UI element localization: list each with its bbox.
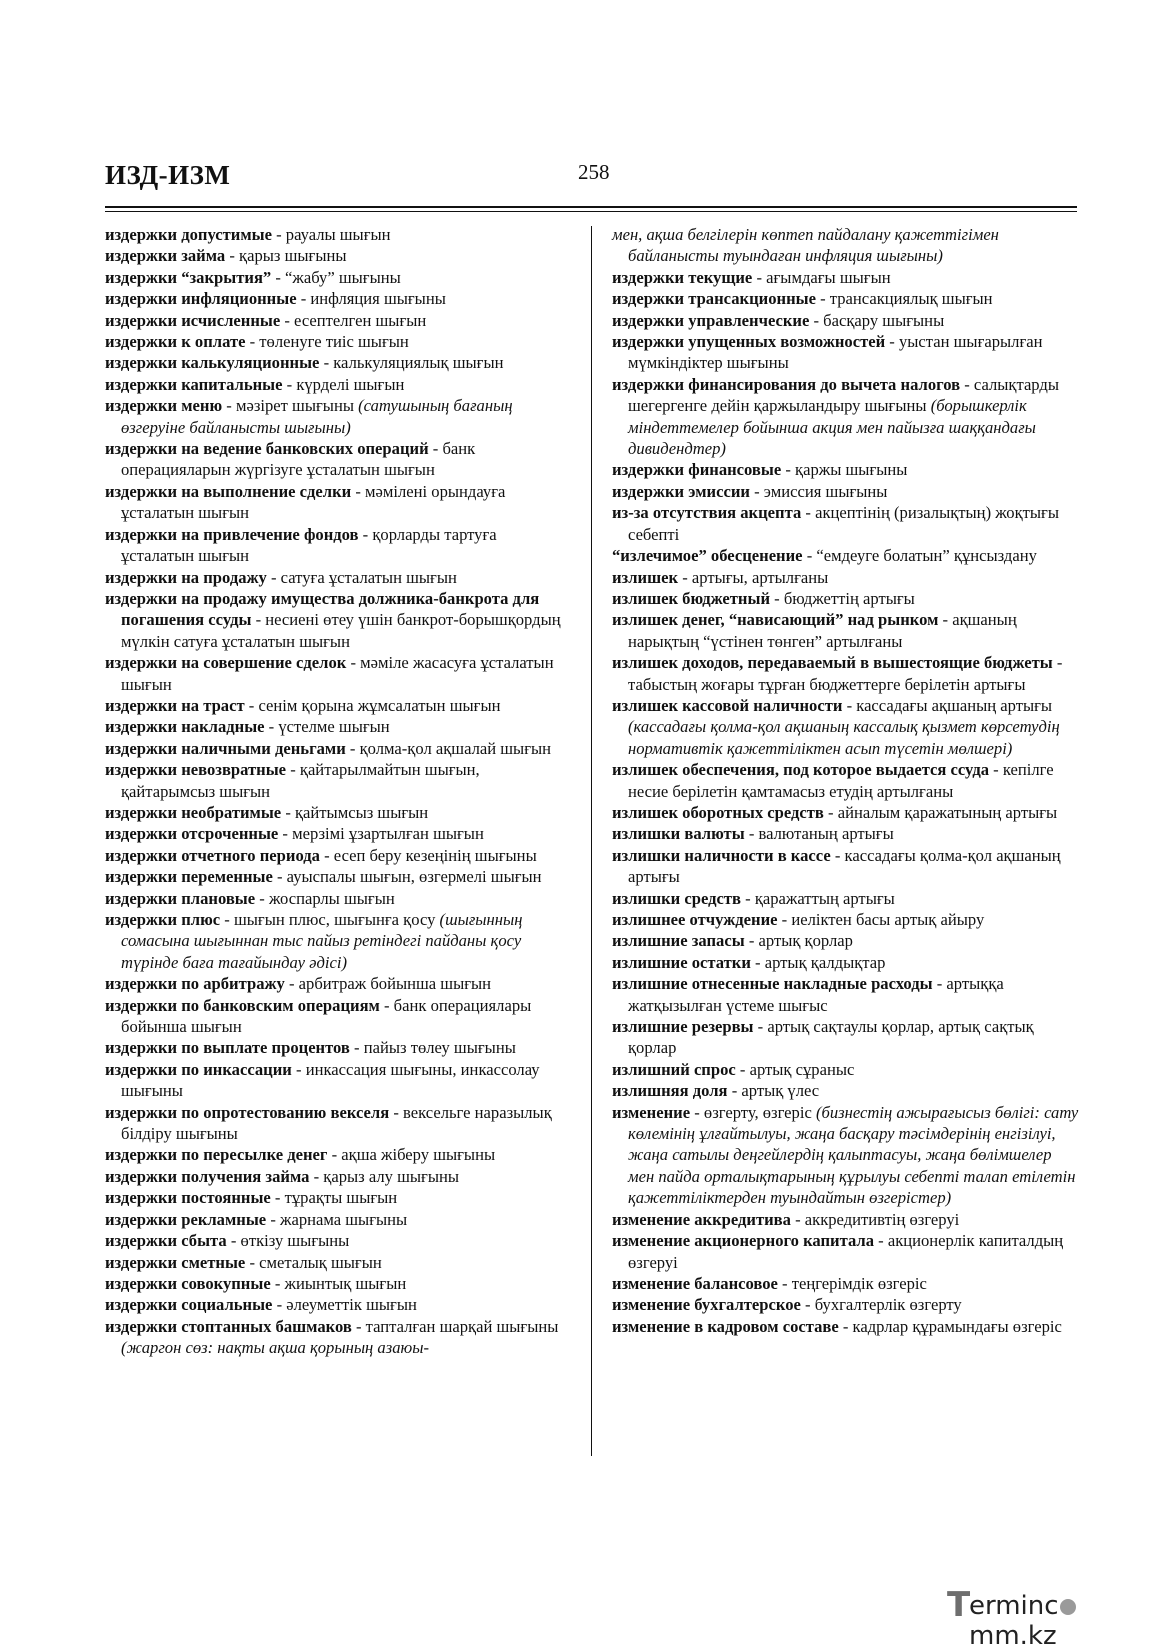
- entry-term: издержки трансакционные: [612, 289, 816, 309]
- dictionary-entry: [105, 1294, 573, 1315]
- entry-term: изменение акционерного капитала: [612, 1231, 874, 1251]
- entry-term: издержки финансовые: [612, 460, 782, 480]
- dictionary-entry: [612, 952, 1080, 973]
- entry-translation: - эмиссия шығыны: [749, 481, 888, 501]
- entry-term: изменение балансовое: [612, 1273, 778, 1293]
- entry-term: издержки наличными деньгами: [105, 738, 346, 758]
- entry-translation: - есеп беру кезеңінің шығыны: [319, 845, 537, 865]
- entry-term: издержки эмиссии: [612, 481, 750, 501]
- entry-translation: - арбитраж бойынша шығын: [284, 974, 492, 994]
- dictionary-entry: [612, 224, 1080, 267]
- entry-term: издержки инфляционные: [105, 289, 297, 309]
- dictionary-entry: [105, 245, 573, 266]
- entry-translation: - қорларды тартуға ұсталатын шығын: [121, 524, 497, 566]
- dictionary-entry: [105, 288, 573, 309]
- dictionary-entry: [612, 845, 1080, 888]
- dictionary-entry: [105, 1209, 573, 1230]
- dictionary-entry: [105, 888, 573, 909]
- entry-term: издержки социальные: [105, 1295, 273, 1315]
- entry-term: издержки финансирования до вычета налогов: [612, 374, 961, 394]
- logo-text-head: erminc: [969, 1591, 1059, 1621]
- dictionary-entry: [612, 802, 1080, 823]
- dictionary-entry: [105, 224, 573, 245]
- dictionary-entry: [105, 1144, 573, 1165]
- entry-term: издержки меню: [105, 396, 223, 416]
- entry-note: (бизнестің ажырағысыз бөлігі: сату көлемінің ұлғайтылуы, жаңа басқару тәсімдерінің енгізілуі, жаңа сатылы деңгейлердің қалыптасуы, жаңа бөлімшелер мен пайда орталықтарының құрылуы себепті талап етілетін қажеттіліктерден туындайтын өзгерістер): [628, 1102, 1079, 1208]
- entry-translation: - акцептінің (ризалықтың) жоқтығы себепті: [628, 503, 1060, 544]
- entry-term: изменение бухгалтерское: [612, 1295, 801, 1315]
- entry-term: изменение аккредитива: [612, 1209, 791, 1229]
- dictionary-entry: [612, 1016, 1080, 1059]
- entry-translation: - несиені өтеу үшін банкрот-борышқордың мүлкін сатуға ұсталатын шығын: [121, 610, 561, 651]
- entry-translation: - ауыспалы шығын, өзгермелі шығын: [272, 867, 542, 887]
- entry-translation: - ағымдағы шығын: [752, 267, 891, 287]
- termincom-logo: [947, 1585, 1147, 1651]
- entry-translation: - өткізу шығыны: [226, 1231, 350, 1251]
- dictionary-entry: [612, 1059, 1080, 1080]
- dictionary-entry: [612, 888, 1080, 909]
- entry-term: излишнее отчуждение: [612, 910, 778, 929]
- entry-term: изменение: [612, 1102, 691, 1122]
- entry-note: мен, ақша белгілерін көптеп пайдалану қажеттігімен байланысты туындаған инфляция шығыны): [612, 225, 999, 266]
- dictionary-entry: [105, 652, 573, 695]
- entry-translation: - рауалы шығын: [271, 225, 391, 244]
- entry-translation: - қайтымсыз шығын: [281, 802, 429, 822]
- dictionary-entry: [105, 823, 573, 844]
- dictionary-entry: [612, 1230, 1080, 1273]
- entry-term: издержки упущенных возможностей: [612, 332, 886, 352]
- dictionary-entry: [105, 716, 573, 737]
- dictionary-entry: [612, 1316, 1080, 1337]
- entry-term: излишек кассовой наличности: [612, 695, 843, 715]
- entry-term: из-за отсутствия акцепта: [612, 503, 802, 523]
- entry-translation: - өзгерту, өзгеріс: [690, 1102, 816, 1122]
- entry-translation: - акционерлік капиталдың өзгеруі: [628, 1231, 1064, 1272]
- entry-term: излишняя доля: [612, 1081, 728, 1101]
- dictionary-entry: [612, 331, 1080, 374]
- entry-term: издержки переменные: [105, 867, 273, 887]
- entry-term: издержки плановые: [105, 888, 256, 908]
- entry-translation: - сметалық шығын: [245, 1252, 382, 1272]
- entry-translation: - ақша жіберу шығыны: [327, 1145, 496, 1165]
- dictionary-entry: [105, 973, 573, 994]
- entry-term: издержки текущие: [612, 267, 753, 287]
- dictionary-entry: [612, 930, 1080, 951]
- dictionary-entry: [612, 459, 1080, 480]
- entry-term: издержки “закрытия”: [105, 267, 272, 287]
- entry-translation: - айналым қаражатының артығы: [823, 802, 1058, 822]
- dictionary-entry: [105, 374, 573, 395]
- entry-translation: - сенім қорына жұмсалатын шығын: [244, 695, 501, 715]
- entry-translation: - салықтарды шегергенге дейін қаржыландыру шығыны: [628, 374, 1059, 416]
- entry-term: излишки валюты: [612, 824, 745, 844]
- entry-translation: - басқару шығыны: [809, 310, 945, 330]
- dictionary-entry: [612, 609, 1080, 652]
- dictionary-entry: [105, 352, 573, 373]
- dictionary-entry: [612, 588, 1080, 609]
- header-rule-thin: [105, 211, 1077, 212]
- dictionary-entry: [612, 288, 1080, 309]
- entry-translation: - калькуляциялық шығын: [319, 353, 504, 373]
- entry-term: издержки допустимые: [105, 225, 272, 244]
- entry-translation: - артыққа жатқызылған үстеме шығыс: [628, 974, 1004, 1015]
- entry-translation: - кадрлар құрамындағы өзгеріс: [838, 1316, 1062, 1336]
- entry-term: издержки на продажу имущества должника-банкрота для погашения ссуды: [105, 588, 540, 630]
- logo-letter: T: [947, 1585, 971, 1625]
- entry-translation: - артығы, артылғаны: [678, 567, 829, 587]
- dictionary-entry: [105, 1166, 573, 1187]
- entry-term: “излечимое” обесценение: [612, 546, 803, 566]
- entry-term: излишние остатки: [612, 952, 751, 972]
- entry-note: (кассадағы қолма-қол ақшаның кассалық қызмет көрсетудің нормативтік қажеттіліктен асып түсетін мөлшері): [628, 717, 1060, 758]
- dictionary-entry: [612, 1209, 1080, 1230]
- dictionary-entry: [105, 1187, 573, 1208]
- entry-translation: - инфляция шығыны: [296, 289, 446, 309]
- dictionary-entry: [105, 1316, 573, 1359]
- entry-term: издержки постоянные: [105, 1188, 271, 1208]
- dictionary-entry: [105, 1059, 573, 1102]
- dictionary-entry: [105, 1252, 573, 1273]
- entry-translation: - мерзімі ұзартылған шығын: [278, 824, 484, 844]
- entry-term: изменение в кадровом составе: [612, 1316, 839, 1336]
- logo-text-tail: m: [969, 1621, 995, 1651]
- entry-term: излишние запасы: [612, 931, 745, 951]
- entry-term: излишек оборотных средств: [612, 802, 824, 822]
- dictionary-entry: [105, 759, 573, 802]
- entry-translation: - қарыз алу шығыны: [309, 1166, 459, 1186]
- logo-text-part2: m.kz: [994, 1621, 1057, 1651]
- entry-note: (жаргон сөз: нақты ақша қорының азаюы-: [121, 1338, 429, 1358]
- entry-translation: - тапталған шарқай шығыны: [351, 1316, 559, 1336]
- entry-translation: - бухгалтерлік өзгерту: [800, 1295, 962, 1315]
- entry-translation: - “жабу” шығыны: [271, 267, 401, 287]
- entry-translation: - артық қалдықтар: [750, 952, 886, 972]
- entry-translation: - шығын плюс, шығынға қосу: [220, 910, 440, 929]
- dictionary-entry: [105, 995, 573, 1038]
- entry-translation: - артық қорлар: [744, 931, 853, 951]
- entry-term: издержки отсроченные: [105, 824, 279, 844]
- dictionary-entry: [612, 502, 1080, 545]
- dictionary-entry: [105, 310, 573, 331]
- entry-term: издержки стоптанных башмаков: [105, 1316, 352, 1336]
- entry-term: издержки капитальные: [105, 374, 283, 394]
- dictionary-entry: [105, 845, 573, 866]
- entry-translation: - артық үлес: [727, 1081, 820, 1101]
- entry-translation: - әлеуметтік шығын: [272, 1295, 417, 1315]
- entry-term: издержки по выплате процентов: [105, 1038, 350, 1058]
- dictionary-entry: [612, 1294, 1080, 1315]
- dictionary-entry: [105, 1037, 573, 1058]
- dictionary-entry: [105, 567, 573, 588]
- dictionary-entry: [612, 973, 1080, 1016]
- entry-translation: - уыстан шығарылған мүмкіндіктер шығыны: [628, 332, 1043, 373]
- entry-term: издержки сбыта: [105, 1231, 227, 1251]
- dictionary-entry: [612, 374, 1080, 460]
- dictionary-entry: [105, 1102, 573, 1145]
- dictionary-entry: [612, 823, 1080, 844]
- dictionary-entry: [612, 310, 1080, 331]
- dictionary-entry: [105, 866, 573, 887]
- dictionary-entry: [105, 588, 573, 652]
- entry-translation: - валютаның артығы: [744, 824, 894, 844]
- entry-term: издержки по инкассации: [105, 1059, 292, 1079]
- entry-translation: - “емдеуге болатын” құнсыздану: [802, 546, 1037, 566]
- entry-term: издержки управленческие: [612, 310, 810, 330]
- entry-translation: - банк операцияларын жүргізуге ұсталатын шығын: [121, 439, 476, 480]
- entry-term: издержки по опротестованию векселя: [105, 1102, 390, 1122]
- entry-translation: - жарнама шығыны: [266, 1209, 408, 1229]
- entry-term: издержки получения займа: [105, 1166, 310, 1186]
- entry-term: издержки на траст: [105, 695, 245, 715]
- entry-term: излишек бюджетный: [612, 588, 771, 608]
- dictionary-entry: [612, 909, 1080, 930]
- dictionary-entry: [612, 1080, 1080, 1101]
- entry-term: издержки к оплате: [105, 332, 246, 352]
- dictionary-entry: [612, 759, 1080, 802]
- entry-term: издержки на привлечение фондов: [105, 524, 359, 544]
- dictionary-entry: [105, 738, 573, 759]
- entry-term: издержки займа: [105, 246, 226, 266]
- entry-translation: - иеліктен басы артық айыру: [777, 910, 985, 929]
- entry-note: (шығынның сомасына шығыннан тыс пайыз ретіндегі пайданы қосу түрінде баға тағайындау әдісі): [121, 910, 523, 972]
- entry-term: излишек: [612, 567, 679, 587]
- entry-translation: - бюджеттің артығы: [770, 588, 915, 608]
- entry-term: издержки на совершение сделок: [105, 653, 347, 673]
- entry-term: издержки отчетного периода: [105, 845, 320, 865]
- entry-note: (сатушының бағаның өзгеруіне байланысты шығыны): [121, 396, 513, 437]
- page-header-title: ИЗД-ИЗМ: [105, 160, 231, 190]
- entry-translation: - вексельге наразылық білдіру шығыны: [121, 1102, 552, 1144]
- logo-dot-icon: [1060, 1599, 1076, 1615]
- entry-translation: - мәмілені орындауға ұсталатын шығын: [121, 481, 506, 523]
- dictionary-entry: [612, 545, 1080, 566]
- entry-translation: - артық сұраныс: [735, 1059, 855, 1079]
- dictionary-entry: [105, 267, 573, 288]
- dictionary-entry: [105, 802, 573, 823]
- entry-translation: - жоспарлы шығын: [255, 888, 395, 908]
- entry-term: издержки невозвратные: [105, 760, 287, 780]
- entry-term: излишки наличности в кассе: [612, 845, 831, 865]
- dictionary-entry: [105, 1230, 573, 1251]
- entry-translation: - трансакциялық шығын: [815, 289, 993, 309]
- entry-translation: - инкассация шығыны, инкассолау шығыны: [121, 1059, 540, 1101]
- page-number: 258: [578, 160, 610, 184]
- entry-term: издержки на продажу: [105, 567, 267, 587]
- dictionary-entry: [612, 1102, 1080, 1209]
- entry-translation: - есептелген шығын: [280, 310, 427, 330]
- dictionary-entry: [105, 909, 573, 973]
- entry-term: излишние отнесенные накладные расходы: [612, 974, 933, 994]
- entry-term: излишек доходов, передаваемый в вышестоящие бюджеты: [612, 653, 1053, 673]
- entry-translation: - теңгерімдік өзгеріс: [777, 1273, 927, 1293]
- dictionary-entry: [105, 438, 573, 481]
- entry-term: излишки средств: [612, 888, 741, 908]
- entry-term: излишек обеспечения, под которое выдается ссуда: [612, 760, 990, 780]
- entry-term: издержки плюс: [105, 910, 221, 929]
- entry-term: издержки совокупные: [105, 1273, 271, 1293]
- entry-translation: - табыстың жоғары тұрған бюджеттерге берілетін артығы: [628, 653, 1063, 694]
- entry-term: издержки по арбитражу: [105, 974, 285, 994]
- entry-translation: - төленуге тиіс шығын: [245, 332, 409, 352]
- entry-translation: - қарыз шығыны: [225, 246, 347, 266]
- entry-term: издержки по пересылке денег: [105, 1145, 328, 1165]
- column-divider: [591, 226, 592, 1456]
- entry-translation: - мәзірет шығыны: [222, 396, 359, 416]
- entry-term: издержки рекламные: [105, 1209, 267, 1229]
- dictionary-entry: [612, 1273, 1080, 1294]
- entry-term: издержки сметные: [105, 1252, 246, 1272]
- dictionary-entry: [105, 395, 573, 438]
- dictionary-entry: [105, 695, 573, 716]
- dictionary-entry: [612, 481, 1080, 502]
- dictionary-entry: [612, 567, 1080, 588]
- entry-translation: - аккредитивтің өзгеруі: [790, 1209, 960, 1229]
- entry-term: издержки необратимые: [105, 802, 282, 822]
- entry-translation: - тұрақты шығын: [270, 1188, 398, 1208]
- entry-translation: - пайыз төлеу шығыны: [349, 1038, 516, 1058]
- entry-translation: - сатуға ұсталатын шығын: [266, 567, 457, 587]
- entry-term: излишек денег, “нависающий” над рынком: [612, 610, 939, 630]
- dictionary-entry: [105, 524, 573, 567]
- entry-translation: - қайтарылмайтын шығын, қайтарымсыз шығын: [121, 760, 480, 801]
- entry-translation: - жиынтық шығын: [270, 1273, 407, 1293]
- entry-term: издержки на ведение банковских операций: [105, 439, 429, 459]
- entry-note: (борышкерлік міндеттемелер бойынша акция мен пайызға шаққандағы дивидендтер): [628, 396, 1036, 459]
- right-column: [612, 224, 1080, 1337]
- entry-translation: - ақшаның нарықтың “үстінен төнген” артылғаны: [628, 610, 1017, 651]
- entry-term: издержки по банковским операциям: [105, 995, 380, 1015]
- entry-translation: - қаражаттың артығы: [741, 888, 895, 908]
- left-column: [105, 224, 573, 1359]
- dictionary-entry: [612, 695, 1080, 759]
- entry-translation: - қолма-қол ақшалай шығын: [345, 738, 552, 758]
- dictionary-entry: [612, 267, 1080, 288]
- entry-term: издержки калькуляционные: [105, 353, 320, 373]
- entry-translation: - артық сақтаулы қорлар, артық сақтық қорлар: [628, 1017, 1034, 1058]
- entry-term: излишние резервы: [612, 1017, 754, 1037]
- entry-translation: - кассадағы қолма-қол ақшаның артығы: [628, 845, 1061, 887]
- entry-translation: - кассадағы ақшаның артығы: [842, 695, 1053, 715]
- logo-text: [969, 1591, 1147, 1651]
- dictionary-entry: [105, 481, 573, 524]
- dictionary-entry: [105, 331, 573, 352]
- entry-term: издержки исчисленные: [105, 310, 281, 330]
- entry-term: издержки накладные: [105, 717, 265, 737]
- entry-translation: - күрделі шығын: [282, 374, 405, 394]
- dictionary-entry: [612, 652, 1080, 695]
- entry-translation: - мәміле жасасуға ұсталатын шығын: [121, 653, 554, 694]
- dictionary-entry: [105, 1273, 573, 1294]
- entry-translation: - банк операциялары бойынша шығын: [121, 995, 532, 1037]
- entry-translation: - кепілге несие берілетін қамтамасыз етудің артылғаны: [628, 760, 1054, 801]
- entry-translation: - үстелме шығын: [264, 717, 390, 737]
- header-rule-thick: [105, 206, 1077, 208]
- entry-term: издержки на выполнение сделки: [105, 481, 352, 501]
- entry-translation: - қаржы шығыны: [781, 460, 908, 480]
- entry-term: излишний спрос: [612, 1059, 736, 1079]
